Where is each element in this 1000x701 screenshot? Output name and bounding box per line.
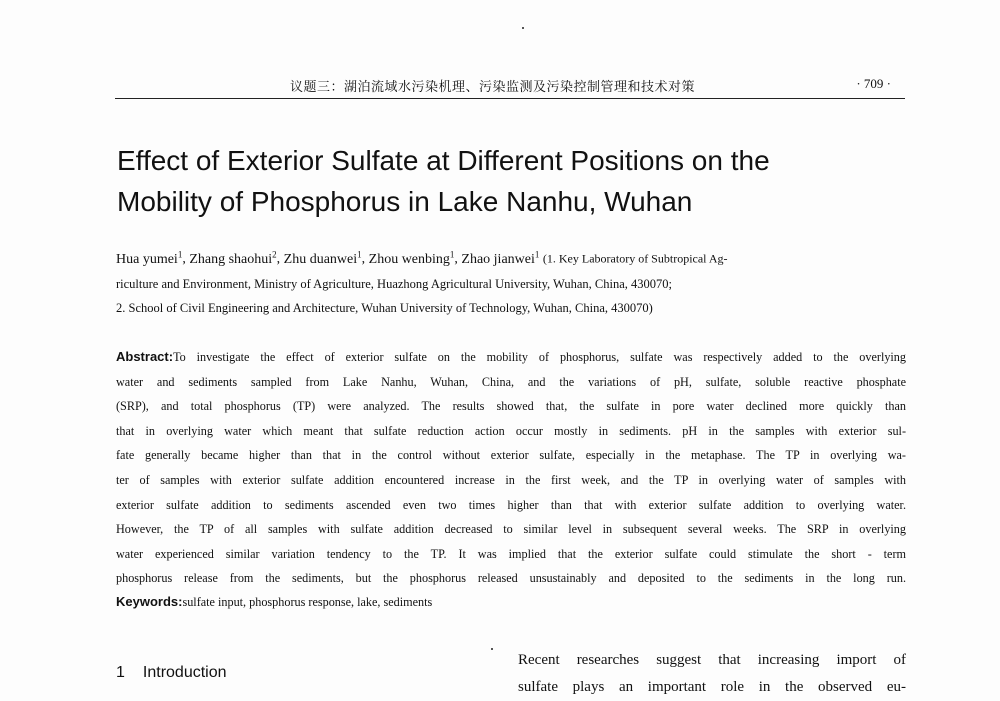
author: Zhang shaohui$^2$ bbox=[189, 249, 277, 267]
abstract-line: Abstract:To investigate the effect of exterior sulfate on the mobility of phosphorus, sulfate was respectively added to the overlying bbox=[116, 349, 906, 364]
abstract bbox=[116, 345, 906, 591]
section-heading-introduction bbox=[116, 664, 227, 682]
abstract-line: phosphorus release from the sediments, but the phosphorus released unsustainably and deposited to the sediments in the long run. bbox=[116, 571, 906, 586]
abstract-line: that in overlying water which meant that sulfate reduction action occur mostly in sediments. pH in the samples with exterior sul- bbox=[116, 423, 906, 438]
author: Zhou wenbing$^1$ bbox=[368, 249, 455, 267]
abstract-line: ter of samples with exterior sulfate addition encountered increase in the first week, and the TP in overlying water of samples with bbox=[116, 472, 906, 487]
abstract-line: (SRP), and total phosphorus (TP) were analyzed. The results showed that, the sulfate in pore water declined more quickly than bbox=[116, 399, 906, 414]
scan-speck bbox=[491, 648, 493, 650]
abstract-line: However, the TP of all samples with sulfate addition decreased to similar level in subsequent several weeks. The SRP in overlying bbox=[116, 522, 906, 537]
running-head-section: 议题三：湖泊流域水污染机理、污染监测及污染控制管理和技术对策 bbox=[290, 80, 696, 95]
keywords-label: Keywords: bbox=[116, 594, 183, 609]
body-line: Recent researches suggest that increasing import of bbox=[518, 652, 906, 668]
author-block: Hua yumei$^1$, Zhang shaohui$^2$, Zhu duanwei$^1$, Zhou wenbing$^1$, Zhao jianwei$^1$ (1. Key Laboratory of Subtropical Ag- riculture and Environment, Ministry of Agriculture, Huazhong Agricultural University, Wuhan, China, 430070; 2. School of Civil Engineering and Architecture, Wuhan University of Technology, Wuhan, China, 430070) bbox=[116, 242, 906, 320]
running-head bbox=[115, 76, 905, 99]
affiliation-1-start: (1. Key Laboratory of Subtropical Ag- bbox=[542, 251, 728, 266]
author: Hua yumei$^1$ bbox=[116, 249, 183, 267]
scan-speck bbox=[522, 27, 524, 29]
page-number: · 709 · bbox=[856, 76, 891, 91]
section-number: 1 bbox=[116, 664, 125, 681]
abstract-line: water and sediments sampled from Lake Nanhu, Wuhan, China, and the variations of pH, sulfate, soluble reactive phosphate bbox=[116, 374, 906, 389]
abstract-line: water experienced similar variation tendency to the TP. It was implied that the exterior sulfate could stimulate the short - term bbox=[116, 546, 906, 561]
title-line-1: Effect of Exterior Sulfate at Different Positions on the bbox=[117, 145, 770, 176]
abstract-line: fate generally became higher than that in the control without exterior sulfate, especially in the metaphase. The TP in overlying wa- bbox=[116, 448, 906, 463]
section-title: Introduction bbox=[142, 664, 227, 681]
body-column-right bbox=[518, 647, 906, 701]
affiliation-1-cont: riculture and Environment, Ministry of Agriculture, Huazhong Agricultural University, Wuhan, China, 430070; bbox=[116, 276, 672, 291]
abstract-line: exterior sulfate addition to sediments ascended even two times higher than that with exterior sulfate addition to overlying water. bbox=[116, 497, 906, 512]
keywords bbox=[116, 594, 432, 610]
keywords-text: sulfate input, phosphorus response, lake, sediments bbox=[182, 595, 433, 609]
abstract-label: Abstract: bbox=[116, 349, 174, 364]
author: Zhu duanwei$^1$ bbox=[283, 249, 362, 267]
author: Zhao jianwei$^1$ bbox=[461, 249, 540, 267]
affiliation-2: 2. School of Civil Engineering and Architecture, Wuhan University of Technology, Wuhan, China, 430070) bbox=[116, 300, 653, 315]
body-line: sulfate plays an important role in the observed eu- bbox=[518, 679, 906, 695]
title-line-2: Mobility of Phosphorus in Lake Nanhu, Wuhan bbox=[117, 186, 693, 217]
paper-title bbox=[117, 140, 897, 222]
